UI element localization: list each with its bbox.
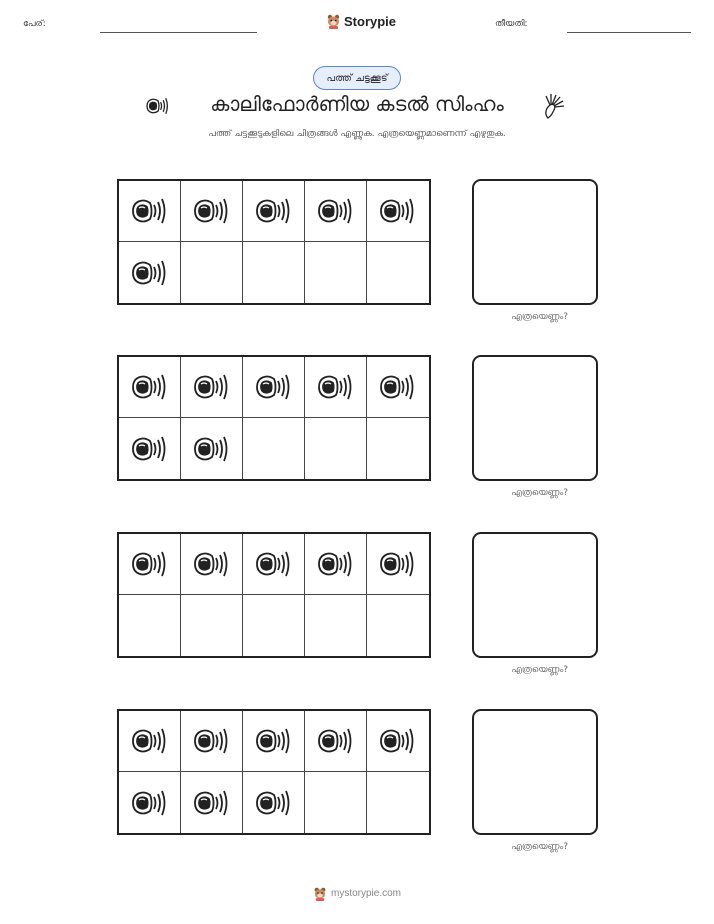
ten-frame	[117, 179, 431, 305]
ten-frame-cell	[367, 357, 429, 418]
date-label: തീയതി:	[495, 19, 528, 29]
ten-frame-cell	[243, 772, 305, 833]
ten-frame-cell	[181, 181, 243, 242]
sound-mouth-icon	[192, 432, 232, 466]
sound-mouth-icon	[130, 432, 170, 466]
ten-frame-cell	[181, 772, 243, 833]
sound-mouth-icon	[192, 547, 232, 581]
ten-frame-cell	[119, 534, 181, 595]
ten-frame-cell	[367, 711, 429, 772]
ten-frame-cell	[243, 711, 305, 772]
sound-mouth-icon	[378, 370, 418, 404]
sound-mouth-icon	[378, 547, 418, 581]
sound-mouth-icon	[130, 256, 170, 290]
ten-frame	[117, 355, 431, 481]
ten-frame-cell	[119, 357, 181, 418]
ten-frame-cell	[305, 534, 367, 595]
ten-frame-cell	[305, 418, 367, 479]
answer-box[interactable]	[472, 709, 598, 835]
ten-frame-cell	[181, 357, 243, 418]
sound-mouth-icon	[254, 370, 294, 404]
ten-frame-cell	[243, 418, 305, 479]
date-line[interactable]	[567, 32, 691, 33]
name-label: പേര്:	[23, 19, 46, 29]
ten-frame-cell	[305, 357, 367, 418]
brand-name: Storypie	[344, 13, 397, 29]
sound-mouth-icon	[378, 194, 418, 228]
ten-frame-cell	[367, 181, 429, 242]
sound-mouth-icon	[192, 724, 232, 758]
ten-frame-cell	[243, 595, 305, 656]
ten-frame-cell	[243, 357, 305, 418]
instructions: പത്ത് ചട്ടക്കൂടുകളിലെ ചിത്രങ്ങൾ എണ്ണുക. എത്രയെണ്ണമാണെന്ന് എഴുതുക.	[208, 129, 506, 139]
ten-frame-cell	[367, 534, 429, 595]
brand-logo	[326, 13, 396, 29]
how-many-label: എത്രയെണ്ണം?	[511, 842, 568, 852]
sea-lion-whisker-icon	[538, 92, 566, 120]
ten-frame-cell	[119, 181, 181, 242]
mascot-icon	[326, 13, 341, 29]
ten-frame-cell	[305, 711, 367, 772]
how-many-label: എത്രയെണ്ണം?	[511, 665, 568, 675]
ten-frame-cell	[367, 242, 429, 303]
ten-frame-cell	[367, 772, 429, 833]
ten-frame-cell	[181, 595, 243, 656]
sound-mouth-icon	[254, 724, 294, 758]
worksheet-type-badge: പത്ത് ചട്ടക്കൂട്	[313, 66, 401, 90]
worksheet-title: കാലിഫോർണിയ കടൽ സിംഹം	[210, 92, 504, 116]
sound-mouth-icon	[130, 370, 170, 404]
ten-frame-cell	[119, 242, 181, 303]
ten-frame-cell	[119, 418, 181, 479]
ten-frame-cell	[367, 595, 429, 656]
sound-mouth-icon	[130, 724, 170, 758]
ten-frame-cell	[305, 772, 367, 833]
ten-frame	[117, 709, 431, 835]
ten-frame-cell	[181, 418, 243, 479]
sound-mouth-icon	[254, 194, 294, 228]
ten-frame-cell	[367, 418, 429, 479]
sound-mouth-icon	[192, 194, 232, 228]
ten-frame-cell	[181, 534, 243, 595]
sound-mouth-icon	[192, 786, 232, 820]
ten-frame-cell	[243, 242, 305, 303]
ten-frame-cell	[305, 595, 367, 656]
name-line[interactable]	[100, 32, 257, 33]
sound-mouth-icon	[316, 724, 356, 758]
sound-mouth-icon	[254, 786, 294, 820]
sound-mouth-icon	[192, 370, 232, 404]
answer-box[interactable]	[472, 179, 598, 305]
footer	[0, 886, 714, 901]
mascot-icon	[313, 886, 327, 901]
ten-frame-cell	[305, 181, 367, 242]
sound-mouth-icon	[254, 547, 294, 581]
sound-mouth-icon	[130, 194, 170, 228]
ten-frame-cell	[305, 242, 367, 303]
ten-frame-cell	[243, 534, 305, 595]
ten-frame	[117, 532, 431, 658]
sound-mouth-icon	[130, 786, 170, 820]
sound-mouth-icon	[378, 724, 418, 758]
footer-url: mystorypie.com	[330, 888, 401, 899]
sound-mouth-icon	[316, 370, 356, 404]
sound-mouth-icon	[316, 194, 356, 228]
how-many-label: എത്രയെണ്ണം?	[511, 312, 568, 322]
answer-box[interactable]	[472, 532, 598, 658]
ten-frame-cell	[119, 711, 181, 772]
ten-frame-cell	[119, 772, 181, 833]
how-many-label: എത്രയെണ്ണം?	[511, 488, 568, 498]
ten-frame-cell	[119, 595, 181, 656]
ten-frame-cell	[243, 181, 305, 242]
sound-mouth-icon	[130, 547, 170, 581]
ten-frame-cell	[181, 711, 243, 772]
ten-frame-cell	[181, 242, 243, 303]
sound-mouth-icon	[316, 547, 356, 581]
answer-box[interactable]	[472, 355, 598, 481]
